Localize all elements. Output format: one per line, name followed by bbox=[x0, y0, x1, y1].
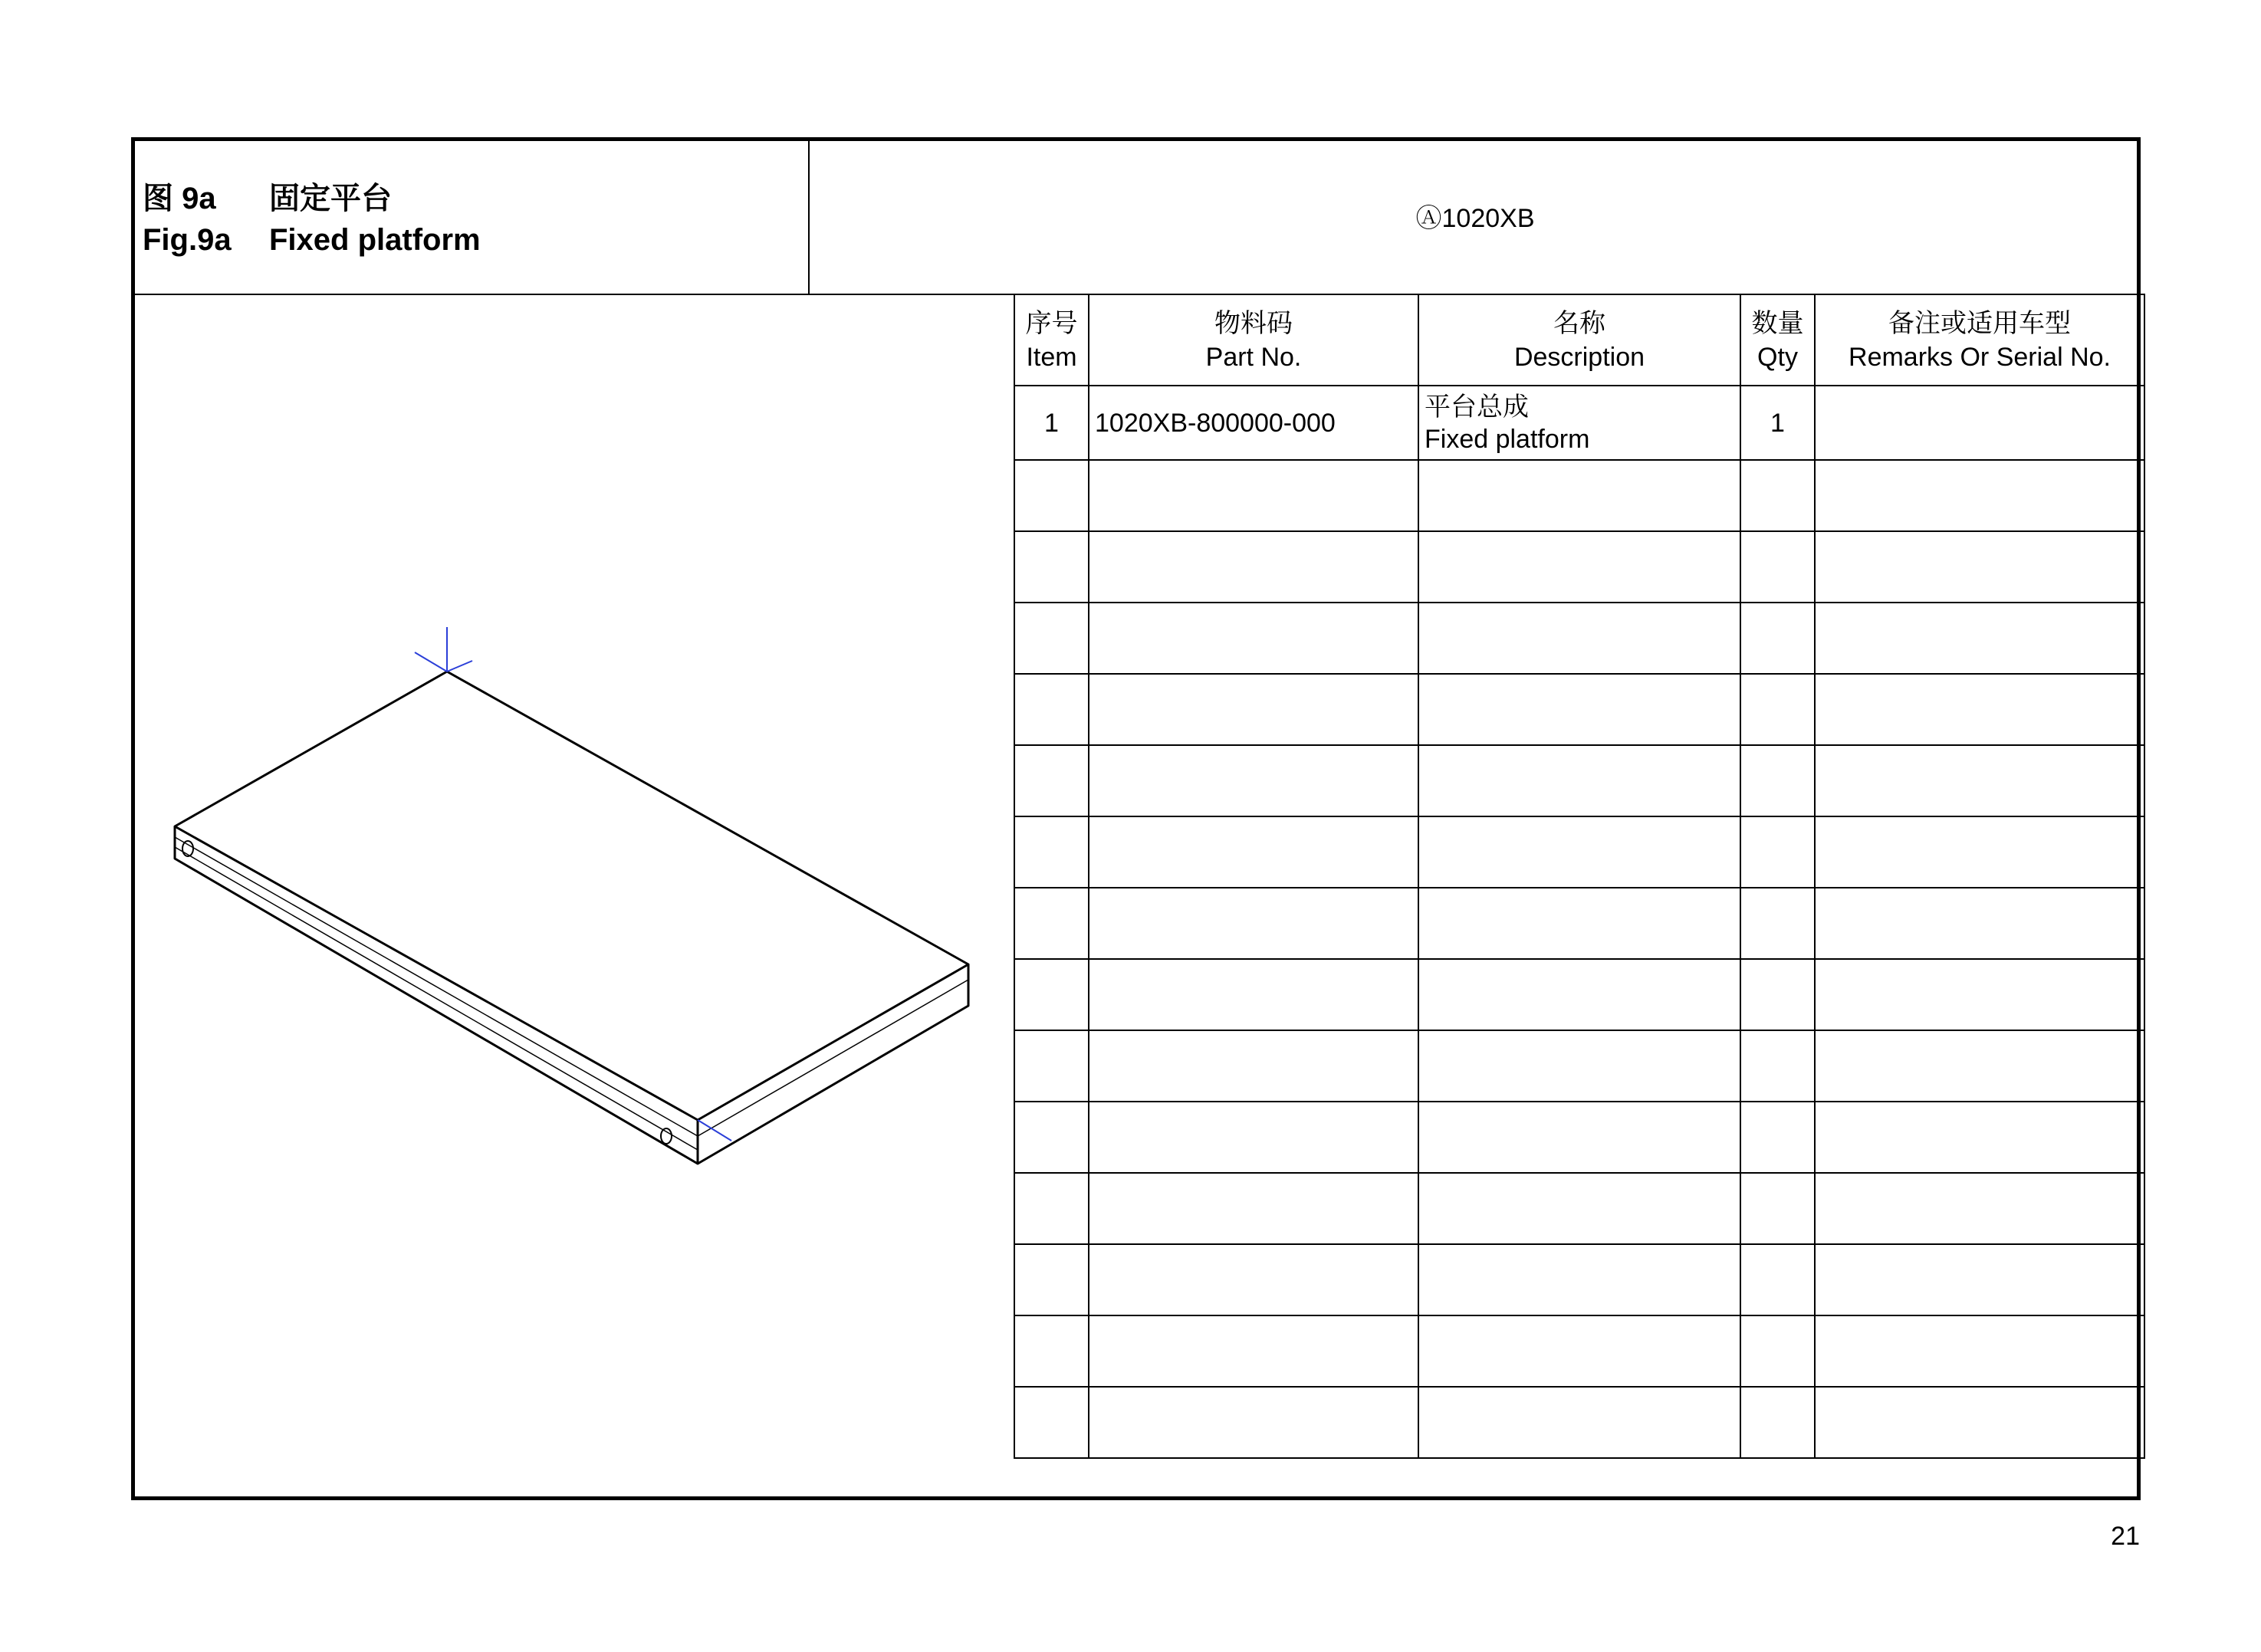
table-row bbox=[1014, 674, 2144, 745]
empty-rows bbox=[1014, 460, 2144, 1458]
table-cell-empty bbox=[1014, 1102, 1089, 1173]
cell-description: 平台总成 Fixed platform bbox=[1418, 386, 1740, 460]
table-cell-empty bbox=[1418, 745, 1740, 816]
table-cell-empty bbox=[1740, 1102, 1815, 1173]
table-cell-empty bbox=[1815, 1173, 2144, 1244]
table-row bbox=[1014, 531, 2144, 603]
table-cell-empty bbox=[1418, 531, 1740, 603]
table-cell-empty bbox=[1014, 1173, 1089, 1244]
cell-qty: 1 bbox=[1740, 386, 1815, 460]
table-cell-empty bbox=[1089, 460, 1418, 531]
model-code: Ⓐ1020XB bbox=[1415, 204, 1535, 233]
table-cell-empty bbox=[1740, 1030, 1815, 1102]
table-cell-empty bbox=[1740, 1387, 1815, 1458]
title-cn bbox=[143, 174, 392, 218]
table-cell-empty bbox=[1740, 1244, 1815, 1315]
table-cell-empty bbox=[1740, 674, 1815, 745]
table-cell-empty bbox=[1815, 1315, 2144, 1387]
col-qty-header: 数量 Qty bbox=[1740, 294, 1815, 386]
table-cell-empty bbox=[1740, 460, 1815, 531]
table-cell-empty bbox=[1014, 460, 1089, 531]
table-cell-empty bbox=[1014, 959, 1089, 1030]
table-cell-empty bbox=[1418, 888, 1740, 959]
table-row bbox=[1014, 603, 2144, 674]
table-cell-empty bbox=[1418, 1387, 1740, 1458]
table-cell-empty bbox=[1740, 745, 1815, 816]
table-cell-empty bbox=[1815, 888, 2144, 959]
table-row bbox=[1014, 1244, 2144, 1315]
table-cell-empty bbox=[1740, 816, 1815, 888]
table-cell-empty bbox=[1089, 1030, 1418, 1102]
table-row bbox=[1014, 386, 2144, 460]
table-cell-empty bbox=[1014, 1315, 1089, 1387]
table-cell-empty bbox=[1740, 1315, 1815, 1387]
title-cn-label: 图 9a bbox=[143, 182, 216, 215]
title-block bbox=[131, 137, 810, 294]
table-cell-empty bbox=[1740, 603, 1815, 674]
table-cell-empty bbox=[1815, 1387, 2144, 1458]
table-cell-empty bbox=[1815, 460, 2144, 531]
table-row bbox=[1014, 959, 2144, 1030]
table-cell-empty bbox=[1089, 745, 1418, 816]
table-cell-empty bbox=[1815, 603, 2144, 674]
table-cell-empty bbox=[1740, 888, 1815, 959]
title-en-text: Fixed platform bbox=[269, 223, 481, 257]
table-row bbox=[1014, 888, 2144, 959]
table-cell-empty bbox=[1418, 816, 1740, 888]
table-header-row bbox=[1014, 294, 2144, 386]
title-cn-text: 固定平台 bbox=[269, 182, 392, 215]
table-cell-empty bbox=[1418, 1030, 1740, 1102]
table-cell-empty bbox=[1014, 888, 1089, 959]
table-cell-empty bbox=[1418, 674, 1740, 745]
table-cell-empty bbox=[1740, 531, 1815, 603]
title-en bbox=[143, 223, 481, 258]
table-cell-empty bbox=[1815, 1030, 2144, 1102]
table-row bbox=[1014, 1102, 2144, 1173]
table-cell-empty bbox=[1014, 816, 1089, 888]
table-row bbox=[1014, 1315, 2144, 1387]
table-cell-empty bbox=[1418, 460, 1740, 531]
table-cell-empty bbox=[1089, 531, 1418, 603]
table-row bbox=[1014, 1173, 2144, 1244]
table-row bbox=[1014, 1387, 2144, 1458]
table-cell-empty bbox=[1815, 1244, 2144, 1315]
col-part-no-header: 物料码 Part No. bbox=[1089, 294, 1418, 386]
table-cell-empty bbox=[1089, 888, 1418, 959]
table-cell-empty bbox=[1740, 1173, 1815, 1244]
col-remarks-header: 备注或适用车型 Remarks Or Serial No. bbox=[1815, 294, 2144, 386]
table-cell-empty bbox=[1815, 959, 2144, 1030]
table-cell-empty bbox=[1014, 531, 1089, 603]
table-cell-empty bbox=[1418, 1315, 1740, 1387]
parts-table bbox=[1014, 294, 2145, 1459]
table-cell-empty bbox=[1014, 1244, 1089, 1315]
table-cell-empty bbox=[1014, 674, 1089, 745]
table-cell-empty bbox=[1014, 1387, 1089, 1458]
table-cell-empty bbox=[1815, 531, 2144, 603]
table-cell-empty bbox=[1014, 745, 1089, 816]
table-row bbox=[1014, 460, 2144, 531]
table-cell-empty bbox=[1089, 1244, 1418, 1315]
table-row bbox=[1014, 816, 2144, 888]
table-cell-empty bbox=[1089, 674, 1418, 745]
col-description-header: 名称 Description bbox=[1418, 294, 1740, 386]
table-cell-empty bbox=[1089, 1387, 1418, 1458]
table-cell-empty bbox=[1089, 1173, 1418, 1244]
table-cell-empty bbox=[1089, 816, 1418, 888]
table-row bbox=[1014, 1030, 2144, 1102]
platform-drawing bbox=[135, 297, 1017, 1496]
table-cell-empty bbox=[1089, 959, 1418, 1030]
table-cell-empty bbox=[1815, 816, 2144, 888]
table-cell-empty bbox=[1089, 1102, 1418, 1173]
table-cell-empty bbox=[1014, 603, 1089, 674]
table-cell-empty bbox=[1418, 603, 1740, 674]
table-cell-empty bbox=[1815, 674, 2144, 745]
table-cell-empty bbox=[1418, 1244, 1740, 1315]
title-en-label: Fig.9a bbox=[143, 223, 232, 257]
cell-remarks bbox=[1815, 386, 2144, 460]
cell-part-no: 1020XB-800000-000 bbox=[1089, 386, 1418, 460]
table-row bbox=[1014, 745, 2144, 816]
table-cell-empty bbox=[1418, 1102, 1740, 1173]
table-cell-empty bbox=[1014, 1030, 1089, 1102]
table-cell-empty bbox=[1418, 1173, 1740, 1244]
table-cell-empty bbox=[1815, 1102, 2144, 1173]
table-cell-empty bbox=[1815, 745, 2144, 816]
table-cell-empty bbox=[1740, 959, 1815, 1030]
table-cell-empty bbox=[1089, 1315, 1418, 1387]
col-item-header: 序号 Item bbox=[1014, 294, 1089, 386]
table-cell-empty bbox=[1418, 959, 1740, 1030]
cell-item: 1 bbox=[1014, 386, 1089, 460]
table-cell-empty bbox=[1089, 603, 1418, 674]
page-number: 21 bbox=[2111, 1522, 2140, 1551]
